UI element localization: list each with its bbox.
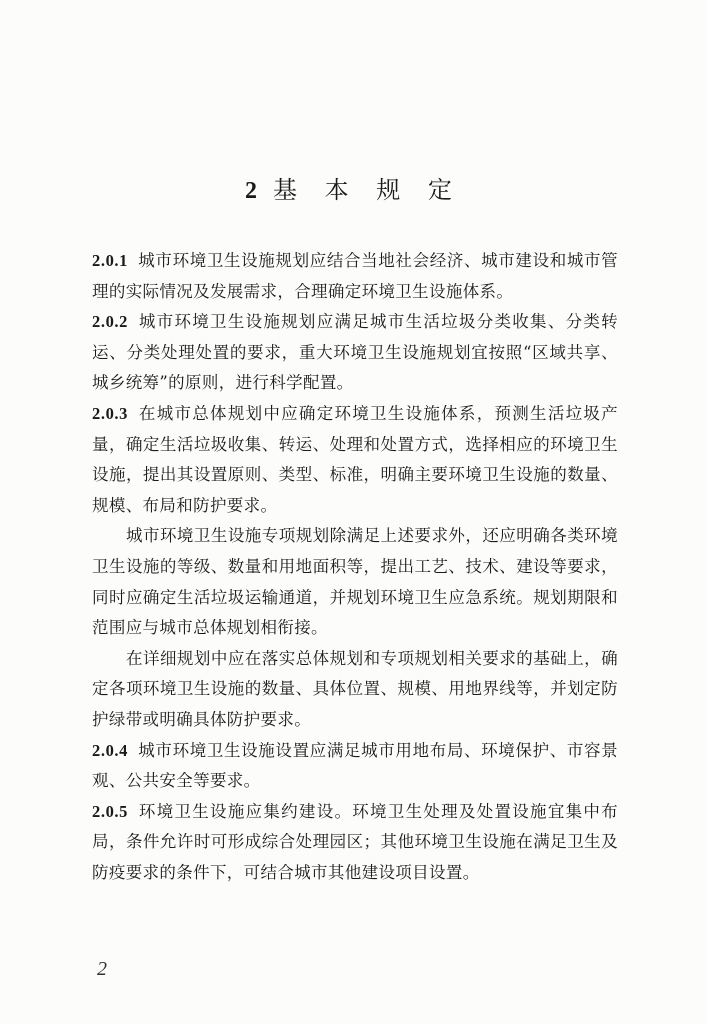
clause-2-0-4 [92,736,618,797]
clause-number: 2.0.5 [92,801,128,821]
clause-2-0-1 [92,246,618,307]
clause-number: 2.0.3 [92,403,128,423]
clause-2-0-2 [92,307,618,399]
clause-2-0-3 [92,399,618,521]
clause-text: 城市环境卫生设施规划应满足城市生活垃圾分类收集、分类转运、分类处理处置的要求，重大环境卫生设施规划宜按照“区域共享、城乡统筹”的原则，进行科学配置。 [92,312,618,393]
clause-text: 城市环境卫生设施规划应结合当地社会经济、城市建设和城市管理的实际情况及发展需求，合理确定环境卫生设施体系。 [92,251,618,301]
clause-2-0-3-paragraph-special-plan: 城市环境卫生设施专项规划除满足上述要求外，还应明确各类环境卫生设施的等级、数量和用地面积等，提出工艺、技术、建设等要求，同时应确定生活垃圾运输通道，并规划环境卫生应急系统。规划期限和范围应与城市总体规划相衔接。 [92,526,618,638]
clause-number: 2.0.2 [92,312,128,332]
document-body [92,246,618,888]
clause-number: 2.0.4 [92,740,128,760]
clause-text: 在城市总体规划中应确定环境卫生设施体系，预测生活垃圾产量，确定生活垃圾收集、转运、处理和处置方式，选择相应的环境卫生设施，提出其设置原则、类型、标准，明确主要环境卫生设施的数量、规模、布局和防护要求。 [92,403,618,515]
clause-2-0-5 [92,797,618,889]
clause-2-0-3-paragraph-detailed-plan: 在详细规划中应在落实总体规划和专项规划相关要求的基础上，确定各项环境卫生设施的数量、具体位置、规模、用地界线等，并划定防护绿带或明确具体防护要求。 [92,648,618,729]
chapter-title: 基 本 规 定 [273,176,462,204]
clause-text: 城市环境卫生设施设置应满足城市用地布局、环境保护、市容景观、公共安全等要求。 [92,740,618,791]
chapter-heading [0,170,707,205]
page-number: 2 [97,958,107,980]
chapter-number: 2 [245,178,258,204]
clause-number: 2.0.1 [92,251,128,270]
clause-text: 环境卫生设施应集约建设。环境卫生处理及处置设施宜集中布局，条件允许时可形成综合处理园区；其他环境卫生设施在满足卫生及防疫要求的条件下，可结合城市其他建设项目设置。 [92,801,618,882]
